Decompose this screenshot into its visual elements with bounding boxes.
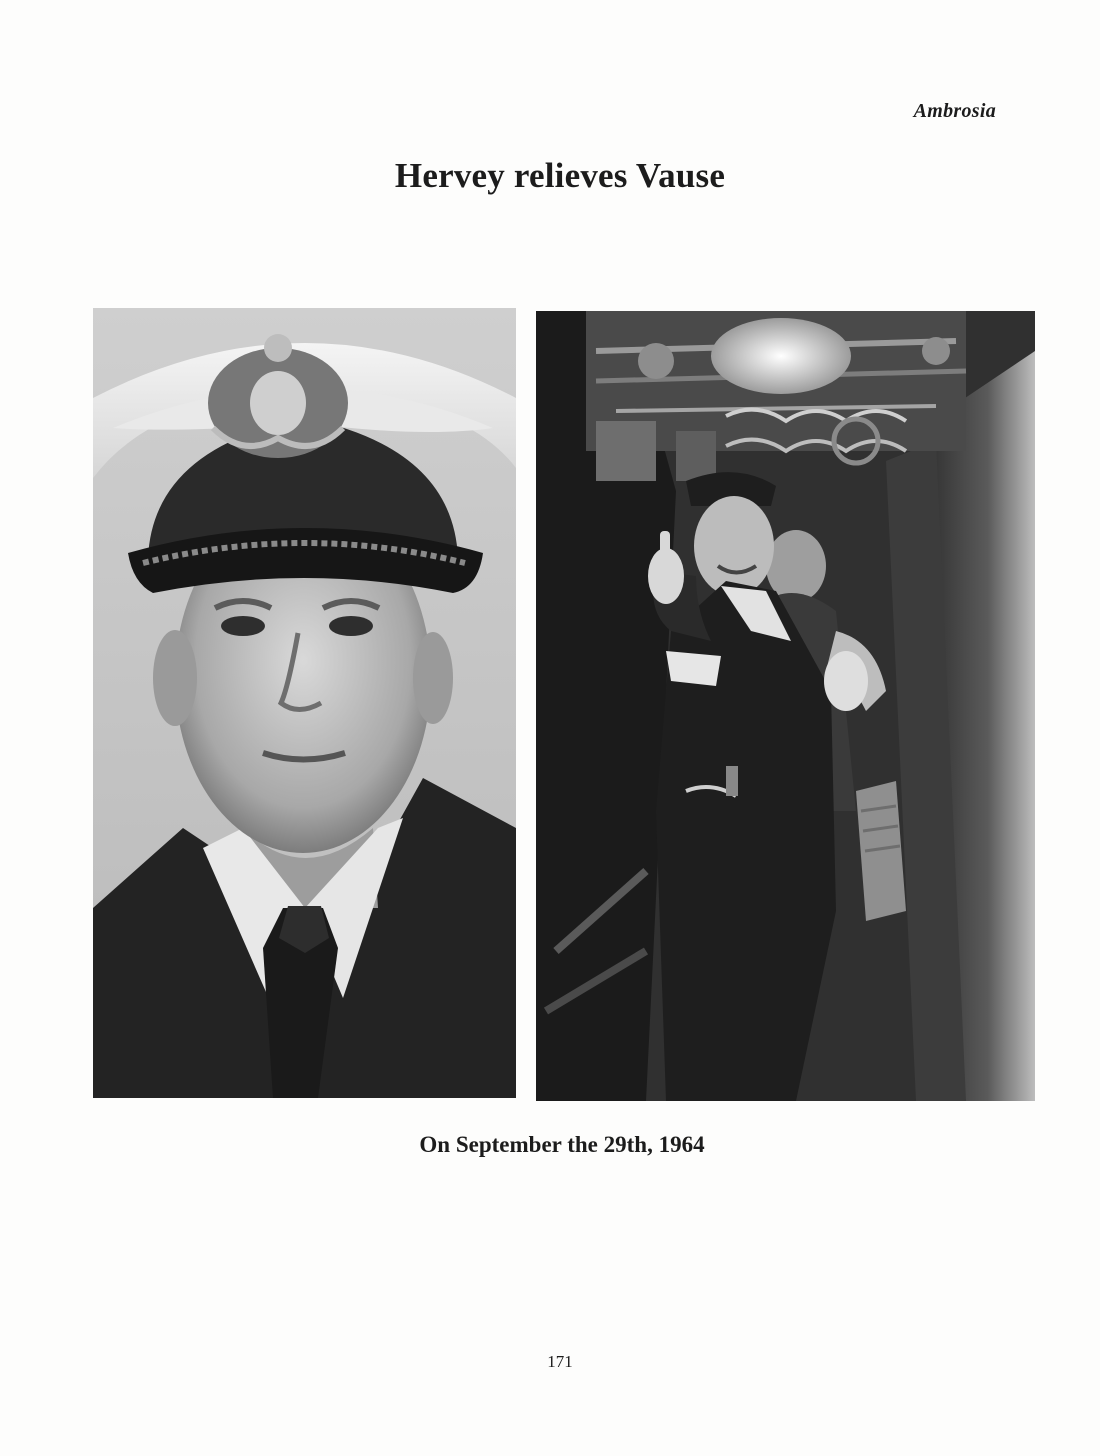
page-number: 171 [547,1352,573,1371]
portrait-photo-image [93,308,516,1098]
submarine-interior-photo-image [536,311,1035,1101]
photo-caption: On September the 29th, 1964 [419,1132,705,1157]
portrait-photo [93,308,516,1098]
ceiling-lamp-icon [711,318,851,394]
page-title: Hervey relieves Vause [394,156,726,195]
submarine-interior-photo [536,311,1035,1101]
running-header: Ambrosia [913,100,996,122]
